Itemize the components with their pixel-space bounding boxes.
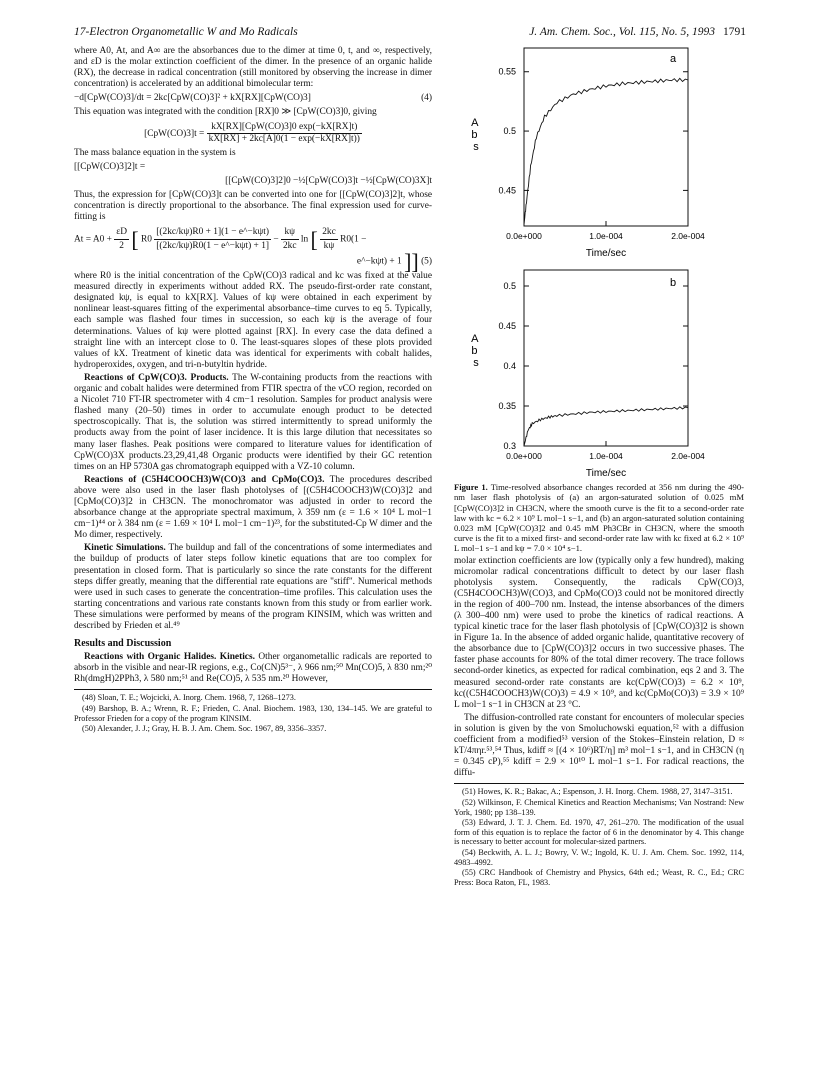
mass-balance-lhs: [[CpW(CO)3]2]t = [74, 161, 146, 172]
journal-name: J. Am. Chem. Soc., Vol. 115, No. 5, 1993 [529, 26, 715, 38]
fraction [154, 226, 271, 253]
paragraph [74, 652, 432, 685]
bracket: [ [310, 227, 318, 253]
x-axis-label: Time/sec [585, 468, 627, 478]
denominator: kψ [323, 241, 335, 252]
paragraph: The diffusion-controlled rate constant for encounters of molecular species in solution is given by the von Smoluchowski equation,⁵² with a diffusion coefficient from a modified⁵³ version of the Stokes–Einstein relation, D ≈ kT/4πηr.⁵³,⁵⁴ Thus, kdiff ≈ [(4 × 10⁶)RT/η] m³ mol−1 s−1, and in CH3CN (η = 0.345 cP),⁵⁵ kdiff = 2.9 × 10¹⁰ L mol−1 s−1. For radical reactions, the diffu- [454, 712, 744, 779]
numerator: εD [114, 226, 129, 240]
x-tick-label: 2.0e-004 [671, 451, 705, 461]
minus-sign: − [273, 234, 279, 245]
right-column [454, 46, 744, 888]
panel-label: a [670, 53, 677, 65]
journal-citation [500, 26, 746, 38]
data-series-line [524, 78, 688, 225]
denominator: kX[RX] + 2kc[A]0(1 − exp(−kX[RX]t)) [208, 133, 360, 144]
paragraph: This equation was integrated with the condition [RX]0 ≫ [CpW(CO)3]0, giving [74, 107, 377, 118]
paragraph [74, 373, 432, 473]
reference: (52) Wilkinson, F. Chemical Kinetics and Reaction Mechanisms; Van Nostrand: New York, 1980; pp 138–139. [454, 797, 744, 817]
y-axis-label-char: s [473, 141, 479, 153]
y-axis-label-char: b [471, 345, 478, 357]
panel-label: b [670, 277, 677, 289]
numerator: kX[RX][CpW(CO)3]0 exp(−kX[RX]t) [207, 122, 362, 134]
y-axis-label-char: s [473, 357, 479, 369]
denominator: [(2kc/kψ)R0(1 − e^−kψt) + 1] [156, 241, 269, 252]
equation-5 [74, 226, 432, 253]
paragraph [74, 475, 432, 542]
fraction [320, 226, 338, 253]
run-in-heading: Reactions of CpW(CO)3. Products. [84, 372, 229, 383]
equation-number: (4) [421, 93, 432, 104]
mass-balance-rhs: [[CpW(CO)3]2]0 −½[CpW(CO)3]t −½[CpW(CO)3X]t [225, 175, 432, 186]
x-tick-label: 1.0e-004 [589, 231, 623, 241]
footnotes [454, 783, 744, 887]
y-axis-label [471, 333, 481, 369]
y-tick-label: 0.4 [503, 361, 516, 371]
y-tick-label: 0.3 [503, 441, 516, 451]
numerator: 2kc [320, 226, 338, 240]
y-tick-label: 0.55 [498, 66, 516, 77]
reference: (54) Beckwith, A. L. J.; Bowry, V. W.; Ingold, K. U. J. Am. Chem. Soc. 1992, 114, 4983–4992. [454, 847, 744, 867]
numerator: [(2kc/kψ)R0 + 1](1 − e^−kψt) [154, 226, 271, 240]
plot-frame [524, 270, 688, 446]
equation-lhs: At = A0 + [74, 234, 112, 245]
run-in-heading: Reactions with Organic Halides. Kinetics. [84, 652, 255, 663]
y-tick-label: 0.35 [498, 401, 516, 411]
y-axis-label-char: A [471, 333, 478, 345]
y-axis-label [471, 117, 481, 153]
bracket: [ [131, 227, 139, 253]
denominator: 2 [119, 241, 124, 252]
bracket: ]] [404, 249, 419, 275]
plot-frame [524, 48, 688, 226]
x-ticks [506, 441, 705, 461]
fraction [114, 226, 129, 253]
figure-caption [454, 482, 744, 553]
y-tick-label: 0.5 [503, 281, 516, 291]
x-tick-label: 0.0e+000 [506, 451, 542, 461]
paragraph-body: Other organometallic radicals are reported to absorb in the visible and near-IR regions, e.g., Co(CN)5³⁻, λ 966 nm;⁵⁰ Mn(CO)5, λ 830 nm;²⁰ Rh(dmgH)2PPh3, λ 580 nm;⁵¹ and Re(CO)5, λ 535 nm.²⁰ However, [74, 652, 432, 685]
reference: (49) Barshop, B. A.; Wrenn, R. F.; Frieden, C. Anal. Biochem. 1983, 130, 134–145. We are grateful to Professor Frieden for a copy of the program KINSIM. [74, 704, 432, 723]
section-heading: Results and Discussion [74, 638, 172, 650]
paragraph: The mass balance equation in the system is [74, 147, 236, 158]
paragraph: where A0, At, and A∞ are the absorbances due to the dimer at time 0, t, and ∞, respectively, and εD is the molar extinction coefficient of the dimer. In the presence of an organic halide (RX), the decrease in radical concentration (still monitored by observing the increase in dimer concentration) is accelerated by an additional bimolecular term: [74, 46, 432, 90]
r0-symbol: R0 [141, 234, 152, 245]
reference: (50) Alexander, J. J.; Gray, H. B. J. Am. Chem. Soc. 1967, 89, 3356–3357. [82, 724, 327, 734]
x-axis-label: Time/sec [585, 248, 627, 259]
y-tick-label: 0.5 [503, 126, 516, 137]
paragraph [74, 543, 432, 632]
equation-tail: e^−kψt) + 1 [356, 257, 402, 268]
y-tick-label: 0.45 [498, 321, 516, 331]
reference: (51) Howes, K. R.; Bakac, A.; Espenson, J. H. Inorg. Chem. 1988, 27, 3147–3151. [462, 787, 733, 797]
paragraph-body: The W-containing products from the reactions with organic and cobalt halides were determined from FTIR spectra of the νCO region, recorded on a Nicolet 710 FT-IR spectrometer with 4 cm−1 resolution. Samples for product analysis were flashed many (20–50) times in order to accumulate enough product to be detected spectroscopically. That is, the solution was stirred intermittently to spread uniformly the products away from the point of laser incidence. It is this large dilution that necessitates so many laser flashes. Peak positions were compared to literature values for identification of CpW(CO)3X products.23,29,41,48 Organic products were identified by their GC retention times on an HP 5730A gas chromatograph equipped with a VZ-10 column. [74, 372, 433, 472]
y-ticks [498, 281, 688, 451]
equation-radical-conc [74, 122, 432, 145]
fraction [207, 122, 362, 145]
run-in-heading: Reactions of (C5H4COOCH3)W(CO)3 and CpMo(CO)3. [84, 474, 325, 485]
equation-body: −d[CpW(CO)3]/dt = 2kc[CpW(CO)3]² + kX[RX][CpW(CO)3] [74, 93, 311, 104]
caption-label: Figure 1. [454, 482, 488, 493]
paragraph: molar extinction coefficients are low (typically only a few hundred), making micromolar radical concentrations difficult to detect by our laser flash photolysis system. Consequently, the radicals CpW(CO)3, (C5H4COOCH3)W(CO)3, and CpMo(CO)3 could not be monitored directly in the region of 400–700 nm. Instead, the intense absorbances of the dimers (λ 300–400 nm) were used to probe the kinetics of radical reactions. A typical kinetic trace for the laser flash photolysis of [CpW(CO)3]2 is shown in Figure 1a. In the absence of added organic halide, quantitative recovery of the absorbance due to [CpW(CO)3]2 occurs in two successive phases. The faster phase accounts for 80% of the total dimer recovery. The trace follows second-order kinetics, as expected for radical combination, eqs 2 and 3. The measured second-order rate constants are kc(CpW(CO)3) = 6.2 × 10⁹, kc((C5H4COOCH3)W(CO)3) = 4.9 × 10⁹, and kc(CpMo(CO)3) = 3.9 × 10⁹ L mol−1 s−1 in CH3CN at 23 °C. [454, 555, 744, 710]
paragraph-body: The procedures described above were also used in the laser flash photolyses of [(C5H4COOCH3)W(CO)3]2 and [CpMo(CO)3]2 in CH3CN. The monochromator was adjusted in order to record the absorbance change at the appropriate spectral maximum, λ 359 nm (ε = 1.6 × 10⁴ L mol−1 cm−1)⁴⁴ or λ 384 nm (ε = 1.69 × 10⁴ L mol−1 cm−1)²³, for the substituted-Cp W dimer and the Mo dimer, respectively. [74, 474, 433, 541]
paragraph: where R0 is the initial concentration of the CpW(CO)3 radical and kc was fixed at the value measured directly in experiments without added RX. The pseudo-first-order rate constant, designated kψ, is equal to kX[RX]. Values of kψ were obtained in each experiment by nonlinear least-squares fitting of the experimental absorbance–time curves to eq 5. Typically, each sample was flashed four times in succession, so each kψ is the average of four determinations. Values of kψ were plotted against [RX]. In every case the data defined a straight line with an intercept close to 0. The least-squares slopes of these plots provided values of kX. Treatment of kinetic data was identical for experiments with cobalt halides, hydroperoxides, oxygen, and tri-n-butyltin hydride. [74, 271, 432, 370]
reference: (53) Edward, J. T. J. Chem. Ed. 1970, 47, 261–270. The modification of the usual form of this equation is to replace the factor of 6 in the denominator by 4. This change is necessary to better account for molecular-sized partners. [454, 818, 744, 847]
page-number: 1791 [723, 26, 746, 38]
reference: (48) Sloan, T. E.; Wojcicki, A. Inorg. Chem. 1968, 7, 1268–1273. [82, 693, 296, 703]
running-title: 17-Electron Organometallic W and Mo Radicals [74, 26, 298, 38]
data-series-line [524, 407, 688, 446]
y-axis-label-char: A [471, 117, 478, 129]
y-tick-label: 0.45 [498, 185, 516, 196]
equation-number: (5) [421, 257, 432, 268]
left-column [74, 46, 432, 735]
footnotes [74, 689, 432, 733]
x-tick-label: 1.0e-004 [589, 451, 623, 461]
figure-1 [454, 46, 744, 478]
x-ticks [506, 221, 705, 241]
fraction [281, 226, 299, 253]
caption-text: Time-resolved absorbance changes recorded at 356 nm during the 490-nm laser flash photolysis of (a) an argon-saturated solution of 0.025 mM [CpW(CO)3]2 in CH3CN, where the smooth curve is the fit to a second-order rate law with kc = 6.2 × 10⁹ L mol−1 s−1, and (b) an argon-saturated solution containing 0.023 mM [CpW(CO)3]2 and 0.45 mM Ph3CBr in CH3CN, where the smooth curve is the fit to a mixed first- and second-order rate law with kc fixed at 6.2 × 10⁹ L mol−1 s−1 and kψ = 7.0 × 10⁴ s−1. [454, 482, 745, 554]
run-in-heading: Kinetic Simulations. [84, 543, 166, 554]
equation-lhs: [CpW(CO)3]t = [144, 128, 205, 139]
x-tick-label: 2.0e-004 [671, 231, 705, 241]
paragraph: Thus, the expression for [CpW(CO)3]t can be converted into one for [[CpW(CO)3]2]t, whose concentration is directly proportional to the absorbance. The final expression used for curve-fitting is [74, 190, 432, 223]
ln-symbol: ln [300, 234, 309, 245]
equation-4 [74, 93, 432, 104]
y-axis-label-char: b [471, 129, 478, 141]
paragraph-body: The buildup and fall of the concentrations of some intermediates and the buildup of products of later steps follow kinetic equations that are too complex for presentation in closed form. That is particularly so since the rate constants for the different steps differ greatly, meaning that the differential rate equations are "stiff". Numerical methods were used in such cases to generate the concentration–time profiles. This calculation uses the starting concentrations and various rate constants known from this study or from earlier work. These simulations were performed by means of the program KINSIM, which was written and described by Frieden et al.⁴⁹ [74, 543, 432, 632]
numerator: kψ [281, 226, 299, 240]
x-tick-label: 0.0e+000 [506, 231, 542, 241]
chart-panel-a [471, 48, 705, 259]
chart-panel-b [471, 270, 705, 478]
equation-5-cont [74, 249, 432, 275]
equation-tail: R0(1 − [340, 234, 367, 245]
y-ticks [498, 67, 688, 196]
denominator: 2kc [282, 241, 297, 252]
reference: (55) CRC Handbook of Chemistry and Physics, 64th ed.; Weast, R. C., Ed.; CRC Press: Boca Raton, FL, 1983. [454, 868, 744, 887]
